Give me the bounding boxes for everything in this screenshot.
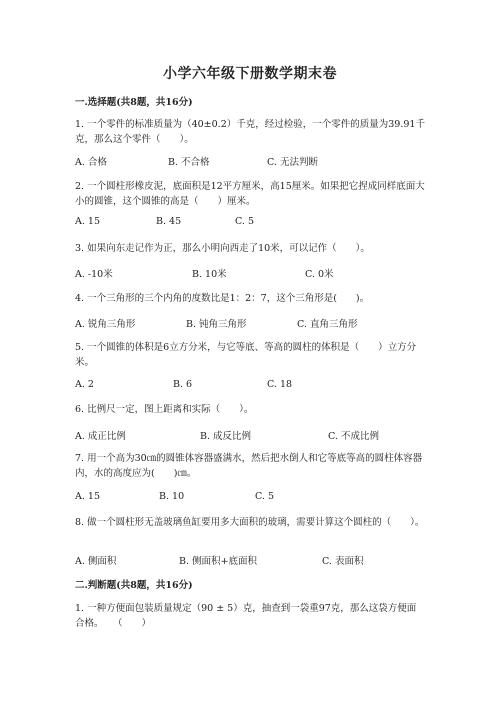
- option-b: B. 侧面积+底面积: [179, 556, 257, 567]
- option-b: B. 不合格: [168, 157, 210, 168]
- option-c: C. 不成比例: [328, 431, 379, 442]
- question-6: 6. 比例尺一定，图上距离和实际（ ）。: [75, 404, 254, 415]
- options-row-1: [75, 154, 435, 168]
- options-row-2: [75, 216, 435, 230]
- option-a: A. 2: [75, 379, 94, 390]
- options-row-7: [75, 491, 435, 505]
- option-c: C. 表面积: [322, 556, 364, 567]
- section-heading-choice: 一.选择题(共8题，共16分): [75, 97, 193, 108]
- option-b: B. 钝角三角形: [186, 319, 247, 330]
- option-b: B. 成反比例: [200, 431, 252, 442]
- question-4: 4. 一个三角形的三个内角的度数比是1：2：7，这个三角形是( )。: [75, 293, 370, 304]
- question-7: 7. 用一个高为30㎝的圆锥体容器盛满水，然后把水倒人和它等底等高的圆柱体容器内，水的高度应为( )㎝。: [75, 453, 423, 479]
- judgement-question-1: 1. 一种方便面包装质量规定（90 ± 5）克，抽查到一袋重97克，那么这袋方便面合格。 （ ）: [75, 603, 417, 629]
- options-row-5: [75, 379, 435, 393]
- options-row-3: [75, 266, 435, 280]
- option-c: C. 5: [235, 216, 255, 227]
- option-b: B. 10: [159, 491, 185, 502]
- option-b: B. 6: [173, 379, 193, 390]
- question-2: 2. 一个圆柱形橡皮泥，底面积是12平方厘米，高15厘米。如果把它捏成同样底面大小的圆锥，这个圆锥的高是（ ）厘米。: [75, 181, 425, 207]
- option-c: C. 5: [255, 491, 275, 502]
- option-a: A. 成正比例: [75, 431, 126, 442]
- question-3: 3. 如果向东走记作为正，那么小明向西走了10米，可以记作（ ）。: [75, 243, 370, 254]
- options-row-4: [75, 316, 435, 330]
- option-c: C. 直角三角形: [297, 319, 358, 330]
- question-5: 5. 一个圆锥的体积是6立方分米，与它等底、等高的圆柱的体积是（ ）立方分米。: [75, 342, 417, 368]
- option-a: A. 15: [75, 216, 100, 227]
- options-row-8: [75, 553, 435, 567]
- page-title: 小学六年级下册数学期末卷: [163, 66, 337, 82]
- option-c: C. 0米: [305, 269, 334, 280]
- option-a: A. 15: [75, 491, 100, 502]
- option-c: C. 无法判断: [267, 157, 318, 168]
- question-8: 8. 做一个圆柱形无盖玻璃鱼缸要用多大面积的玻璃，需要计算这个圆柱的（ ）。: [75, 517, 425, 528]
- option-b: B. 10米: [192, 269, 227, 280]
- option-a: A. 合格: [75, 157, 107, 168]
- question-1: 1. 一个零件的标准质量为（40±0.2）千克，经过检验，一个零件的质量为39.91千克，那么这个零件（ ）。: [75, 119, 425, 145]
- option-b: B. 45: [156, 216, 182, 227]
- options-row-6: [75, 428, 435, 442]
- option-a: A. 锐角三角形: [75, 319, 136, 330]
- section-heading-judgement: 二.判断题(共8题，共16分): [75, 580, 193, 591]
- option-a: A. 侧面积: [75, 556, 117, 567]
- option-c: C. 18: [267, 379, 293, 390]
- option-a: A. -10米: [75, 269, 113, 280]
